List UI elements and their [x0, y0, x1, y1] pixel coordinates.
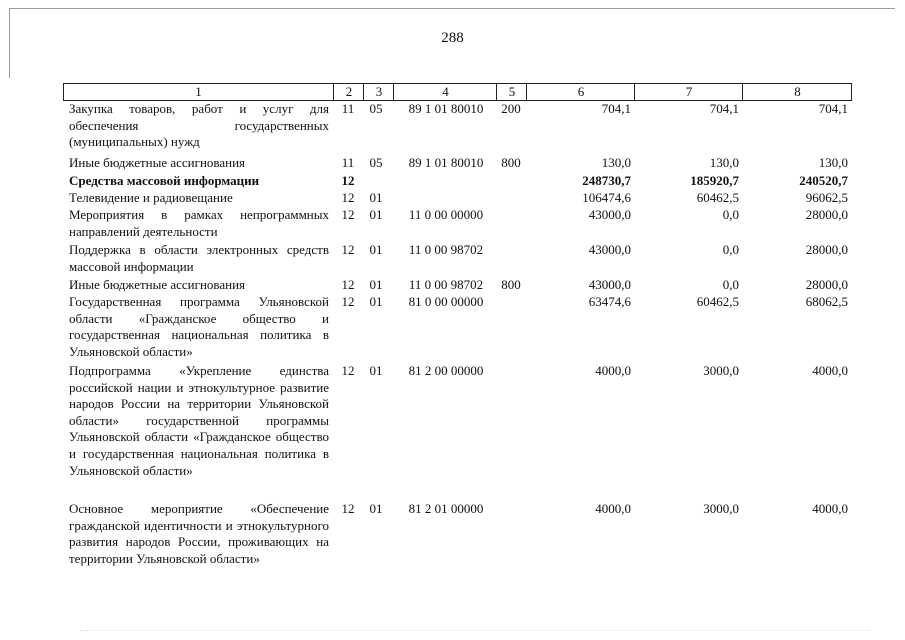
- table-row: [63, 207, 852, 242]
- row-section: 12: [341, 501, 355, 516]
- table-header: [63, 83, 852, 101]
- row-target-article: 89 1 01 80010: [408, 101, 484, 116]
- row-amount-2: 0,0: [722, 207, 739, 222]
- row-name: Телевидение и радиовещание: [69, 190, 233, 205]
- row-amount-1: 43000,0: [588, 207, 631, 222]
- row-subsection: 01: [369, 242, 383, 257]
- row-expense-type: 800: [501, 277, 521, 292]
- scan-bottom-line: [80, 630, 870, 631]
- row-subsection: 01: [369, 190, 383, 205]
- header-col-1: 1: [195, 84, 202, 99]
- row-amount-2: 0,0: [722, 277, 739, 292]
- row-amount-2: 185920,7: [690, 173, 739, 188]
- row-amount-2: 3000,0: [703, 501, 739, 516]
- row-amount-2: 0,0: [722, 242, 739, 257]
- row-target-article: 89 1 01 80010: [408, 155, 484, 170]
- row-target-article: 11 0 00 00000: [408, 207, 484, 222]
- row-target-article: 11 0 00 98702: [408, 277, 484, 292]
- row-amount-1: 4000,0: [595, 501, 631, 516]
- table-row: [63, 173, 852, 190]
- row-amount-1: 43000,0: [588, 277, 631, 292]
- row-amount-1: 43000,0: [588, 242, 631, 257]
- row-section: 12: [341, 190, 355, 205]
- row-amount-3: 28000,0: [805, 207, 848, 222]
- row-amount-1: 248730,7: [582, 173, 631, 188]
- row-expense-type: 800: [501, 155, 521, 170]
- row-amount-3: 28000,0: [805, 277, 848, 292]
- header-col-2: 2: [333, 84, 364, 100]
- table-row: [63, 277, 852, 294]
- row-name: Закупка товаров, работ и услуг для обеспечения государственных (муниципальных) нужд: [69, 101, 329, 150]
- table-row: [63, 101, 852, 155]
- row-amount-1: 63474,6: [588, 294, 631, 309]
- header-col-7: 7: [634, 84, 743, 100]
- table-row: [63, 155, 852, 173]
- row-amount-2: 130,0: [709, 155, 739, 170]
- row-amount-1: 704,1: [601, 101, 631, 116]
- row-section: 12: [341, 363, 355, 378]
- row-target-article: 11 0 00 98702: [408, 242, 484, 257]
- row-amount-3: 28000,0: [805, 242, 848, 257]
- row-amount-3: 4000,0: [812, 501, 848, 516]
- table-row: [63, 190, 852, 207]
- row-section: 12: [341, 207, 355, 222]
- header-col-4: 4: [393, 84, 497, 100]
- row-amount-3: 96062,5: [805, 190, 848, 205]
- row-name: Иные бюджетные ассигнования: [69, 277, 246, 292]
- row-amount-1: 130,0: [601, 155, 631, 170]
- row-subsection: 01: [369, 363, 383, 378]
- row-name: Государственная программа Ульяновской области «Гражданское общество и государственная национальная политика в Ульяновской области»: [69, 294, 329, 359]
- row-name: Поддержка в области электронных средств массовой информации: [69, 242, 329, 274]
- row-amount-1: 106474,6: [582, 190, 631, 205]
- row-amount-3: 130,0: [818, 155, 848, 170]
- row-subsection: 01: [369, 277, 383, 292]
- row-target-article: 81 0 00 00000: [408, 294, 484, 309]
- header-col-8: 8: [742, 84, 852, 100]
- row-name: Подпрограмма «Укрепление единства российской нации и этнокультурное развитие народов России на территории Ульяновской области» государственной программы Ульяновской области «Гражданское общество и государственная национальная политика в Ульяновской области»: [69, 363, 329, 478]
- row-section: 11: [341, 101, 355, 116]
- row-amount-2: 3000,0: [703, 363, 739, 378]
- row-subsection: 01: [369, 294, 383, 309]
- row-section: 12: [341, 173, 355, 188]
- row-name: Мероприятия в рамках непрограммных направлений деятельности: [69, 207, 329, 239]
- table-row: [63, 501, 852, 589]
- row-subsection: 05: [369, 155, 383, 170]
- row-target-article: 81 2 00 00000: [408, 363, 484, 378]
- header-col-3: 3: [363, 84, 394, 100]
- row-amount-3: 4000,0: [812, 363, 848, 378]
- row-amount-2: 60462,5: [696, 190, 739, 205]
- row-subsection: 01: [369, 501, 383, 516]
- page-top-edge: [10, 8, 895, 9]
- page-number: 288: [441, 30, 464, 46]
- header-col-5: 5: [496, 84, 527, 100]
- budget-table: [63, 83, 852, 589]
- row-name: Иные бюджетные ассигнования: [69, 155, 246, 170]
- row-subsection: 05: [369, 101, 383, 116]
- row-amount-2: 60462,5: [696, 294, 739, 309]
- row-section: 12: [341, 242, 355, 257]
- row-amount-3: 68062,5: [805, 294, 848, 309]
- row-subsection: 01: [369, 207, 383, 222]
- row-expense-type: 200: [501, 101, 521, 116]
- row-amount-3: 240520,7: [799, 173, 848, 188]
- row-amount-3: 704,1: [818, 101, 848, 116]
- table-row: [63, 294, 852, 363]
- table-row: [63, 363, 852, 501]
- row-section: 12: [341, 277, 355, 292]
- row-amount-1: 4000,0: [595, 363, 631, 378]
- row-section: 11: [341, 155, 355, 170]
- row-amount-2: 704,1: [709, 101, 739, 116]
- row-target-article: 81 2 01 00000: [408, 501, 484, 516]
- row-name: Средства массовой информации: [69, 173, 260, 188]
- row-section: 12: [341, 294, 355, 309]
- row-name: Основное мероприятие «Обеспечение гражданской идентичности и этнокультурного развития народов России, проживающих на территории Ульяновской области»: [69, 501, 329, 566]
- header-col-6: 6: [526, 84, 635, 100]
- table-row: [63, 242, 852, 277]
